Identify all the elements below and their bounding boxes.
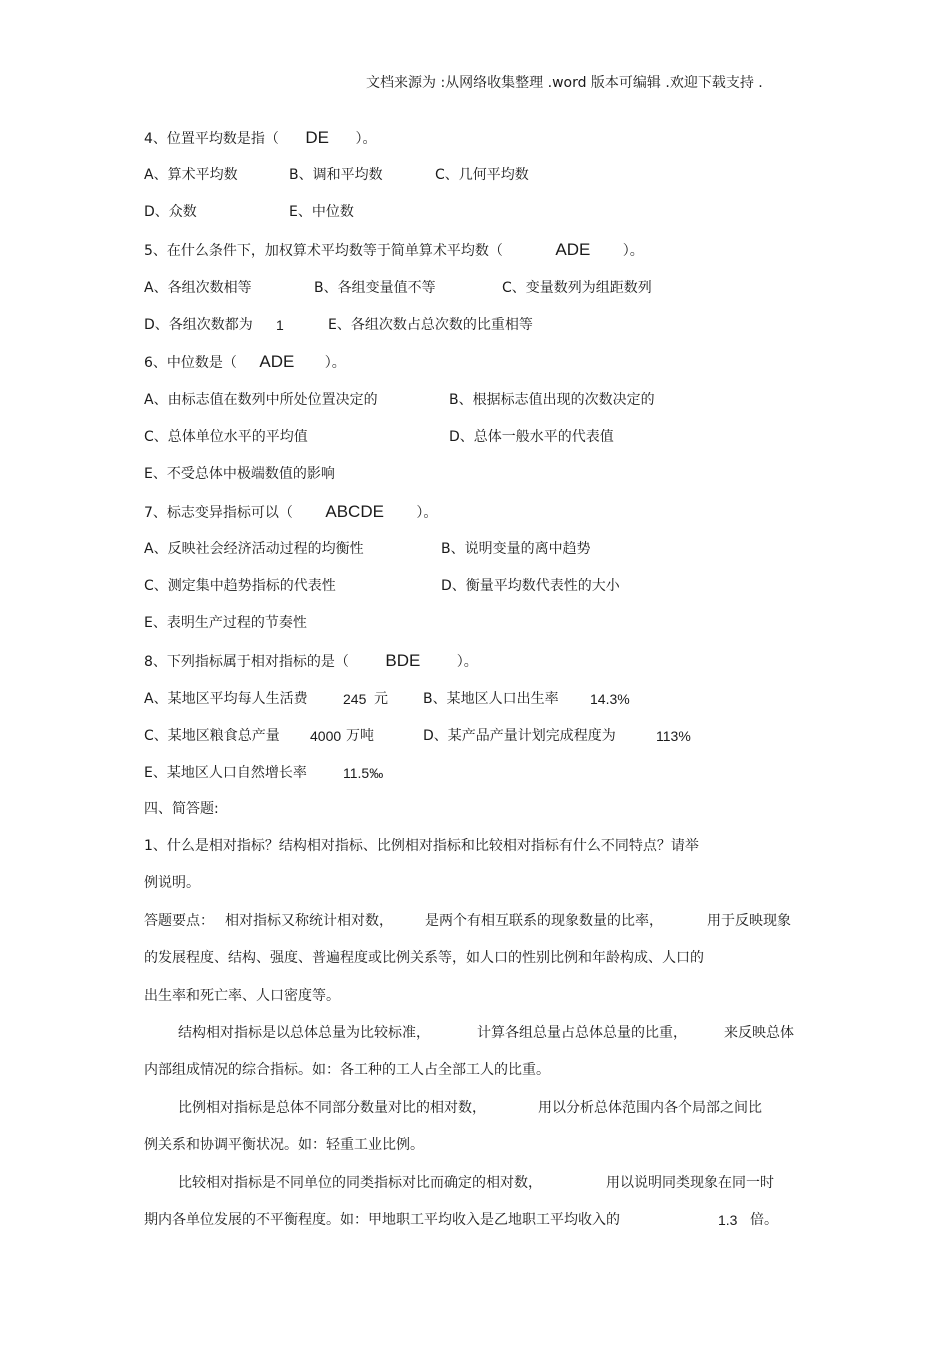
- option-b: B、说明变量的离中趋势: [441, 541, 591, 557]
- para-text: 计算各组总量占总体总量的比重，: [477, 1025, 687, 1041]
- option-a-value: 245: [343, 691, 367, 707]
- para-text: 来反映总体: [724, 1025, 794, 1041]
- option-a: A、算术平均数: [144, 167, 238, 183]
- option-e: E、不受总体中极端数值的影响: [144, 466, 335, 482]
- short-question-1-line1: 1、什么是相对指标？结构相对指标、比例相对指标和比较相对指标有什么不同特点？请举: [144, 838, 699, 854]
- option-b: B、各组变量值不等: [314, 280, 436, 296]
- option-a: A、反映社会经济活动过程的均衡性: [144, 541, 364, 557]
- answer: BDE: [385, 651, 421, 670]
- option-d: D、众数: [144, 204, 197, 220]
- question-end: ）。: [355, 131, 377, 147]
- option-b: B、某地区人口出生率: [423, 691, 559, 707]
- answer-text: 用于反映现象: [707, 913, 791, 929]
- answer-label: 答题要点：: [144, 913, 214, 929]
- page-header: 文档来源为 :从网络收集整理 .word 版本可编辑 .欢迎下载支持 .: [366, 75, 763, 91]
- option-c: C、测定集中趋势指标的代表性: [144, 578, 336, 594]
- short-question-1-line2: 例说明。: [144, 875, 200, 891]
- question-8: [144, 651, 478, 672]
- para-text: 用以分析总体范围内各个局部之间比: [538, 1100, 762, 1116]
- answer: ABCDE: [325, 502, 384, 521]
- option-e: E、表明生产过程的节奏性: [144, 615, 307, 631]
- question-end: ）。: [622, 243, 644, 259]
- para-text: 比较相对指标是不同单位的同类指标对比而确定的相对数，: [178, 1175, 542, 1191]
- option-a: A、某地区平均每人生活费: [144, 691, 308, 707]
- answer-para-line2: 的发展程度、结构、强度、普遍程度或比例关系等，如人口的性别比例和年龄构成、人口的: [144, 950, 704, 966]
- option-a: A、由标志值在数列中所处位置决定的: [144, 392, 378, 408]
- question-end: ）。: [416, 505, 438, 521]
- option-c: C、几何平均数: [435, 167, 529, 183]
- question-text: 6、中位数是（: [144, 355, 237, 371]
- option-c: C、某地区粮食总产量: [144, 728, 280, 744]
- answer-text: 是两个有相互联系的现象数量的比率，: [425, 913, 663, 929]
- option-b: B、根据标志值出现的次数决定的: [449, 392, 655, 408]
- question-4: [144, 128, 376, 149]
- para-text: 用以说明同类现象在同一时: [606, 1175, 774, 1191]
- question-text: 7、标志变异指标可以（: [144, 505, 293, 521]
- answer: ADE: [555, 240, 591, 259]
- option-d: D、各组次数都为: [144, 317, 253, 333]
- option-d: D、总体一般水平的代表值: [449, 429, 614, 445]
- answer-para-line3: 出生率和死亡率、人口密度等。: [144, 988, 340, 1004]
- answer: DE: [305, 128, 329, 147]
- option-d-value: 113%: [656, 728, 691, 744]
- question-7: [144, 502, 437, 523]
- question-5: [144, 240, 644, 261]
- option-c-unit: 万吨: [346, 728, 374, 744]
- structure-para-line2: 内部组成情况的综合指标。如：各工种的工人占全部工人的比重。: [144, 1062, 550, 1078]
- option-a: A、各组次数相等: [144, 280, 252, 296]
- option-c-value: 4000: [310, 728, 342, 744]
- question-6: [144, 352, 346, 373]
- question-text: 8、下列指标属于相对指标的是（: [144, 654, 349, 670]
- option-d-value: 1: [276, 317, 284, 333]
- option-e-value: 11.5‰: [343, 765, 384, 781]
- para-text: 期内各单位发展的不平衡程度。如：甲地职工平均收入是乙地职工平均收入的: [144, 1212, 620, 1228]
- answer: ADE: [259, 352, 295, 371]
- option-c: C、总体单位水平的平均值: [144, 429, 308, 445]
- option-e: E、中位数: [289, 204, 354, 220]
- ratio-para-line2: 例关系和协调平衡状况。如：轻重工业比例。: [144, 1137, 424, 1153]
- para-value: 1.3: [718, 1212, 738, 1228]
- option-e: E、各组次数占总次数的比重相等: [328, 317, 533, 333]
- para-text: 比例相对指标是总体不同部分数量对比的相对数，: [178, 1100, 486, 1116]
- option-c: C、变量数列为组距数列: [502, 280, 652, 296]
- option-b-value: 14.3%: [590, 691, 630, 707]
- question-end: ）。: [456, 654, 478, 670]
- option-d: D、某产品产量计划完成程度为: [423, 728, 616, 744]
- para-text: 倍。: [750, 1212, 778, 1228]
- question-end: ）。: [324, 355, 346, 371]
- question-text: 4、位置平均数是指（: [144, 131, 279, 147]
- para-text: 结构相对指标是以总体总量为比较标准，: [178, 1025, 430, 1041]
- answer-text: 相对指标又称统计相对数，: [225, 913, 393, 929]
- section-heading: 四、简答题:: [144, 801, 219, 817]
- question-text: 5、在什么条件下，加权算术平均数等于简单算术平均数（: [144, 243, 503, 259]
- option-d: D、衡量平均数代表性的大小: [441, 578, 620, 594]
- option-b: B、调和平均数: [289, 167, 383, 183]
- option-a-unit: 元: [374, 691, 388, 707]
- option-e: E、某地区人口自然增长率: [144, 765, 307, 781]
